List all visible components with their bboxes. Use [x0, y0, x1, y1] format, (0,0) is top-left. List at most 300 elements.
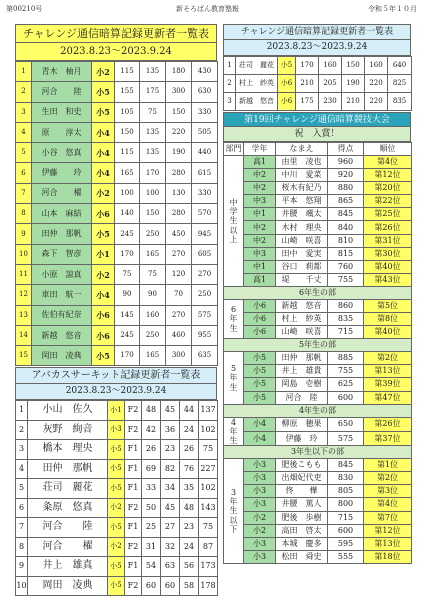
abacus-a: 50	[142, 498, 161, 518]
contest-grade: 中3	[244, 247, 276, 260]
renewal-no: 3	[224, 93, 236, 111]
abacus-b: 32	[161, 537, 180, 557]
challenge-s2: 165	[140, 244, 166, 264]
challenge-grade: 小4	[92, 163, 115, 183]
challenge-s1: 245	[115, 224, 140, 244]
abacus-grade: 小2	[108, 498, 125, 518]
renewal-a: 170	[296, 57, 319, 75]
challenge-s3: 70	[166, 285, 192, 305]
contest-name: 堤 千丈	[276, 273, 328, 286]
abacus-no: 1	[16, 401, 28, 421]
challenge-period: 2023.8.23～2023.9.24	[15, 43, 217, 61]
contest-grade: 小5	[244, 378, 276, 391]
challenge-row	[16, 82, 218, 102]
dept-label: 6年生	[224, 299, 244, 338]
contest-rank: 第20位	[364, 182, 412, 195]
contest-row	[224, 417, 412, 431]
contest-score: 755	[328, 365, 364, 378]
contest-rank: 第1位	[364, 459, 412, 472]
contest-row	[224, 511, 412, 524]
contest-score: 800	[328, 498, 364, 511]
challenge-grade: 小6	[92, 204, 115, 224]
abacus-d: 102	[199, 479, 218, 499]
challenge-s2: 175	[140, 82, 166, 102]
abacus-c: 56	[180, 557, 199, 577]
abacus-b: 23	[161, 440, 180, 460]
abacus-name: 小山 佐久	[28, 401, 108, 421]
contest-row	[224, 273, 412, 286]
challenge-s2: 75	[140, 102, 166, 122]
contest-rank: 第3位	[364, 485, 412, 498]
challenge-s1: 245	[115, 325, 140, 345]
abacus-d: 87	[199, 537, 218, 557]
challenge-title: チャレンジ通信暗算記録更新者一覧表	[15, 24, 217, 43]
challenge-grade: 小2	[92, 264, 115, 284]
challenge-row	[16, 325, 218, 345]
contest-rank: 第13位	[364, 537, 412, 550]
challenge-table	[15, 61, 218, 366]
challenge-no: 12	[16, 285, 32, 305]
challenge-grade: 小5	[92, 346, 115, 366]
dept-label: 5年生	[224, 352, 244, 404]
contest-score: 830	[328, 472, 364, 485]
challenge-s4: 430	[192, 62, 218, 82]
contest-rank: 第37位	[364, 431, 412, 445]
abacus-c: 44	[180, 401, 199, 421]
challenge-s1: 100	[115, 183, 140, 203]
contest-rank: 第25位	[364, 208, 412, 221]
challenge-row	[16, 244, 218, 264]
contest-name: 佟 樺	[276, 485, 328, 498]
abacus-lv: F1	[125, 518, 142, 538]
contest-grade: 小5	[244, 352, 276, 365]
renewal-grade: 小6	[278, 93, 296, 111]
group-header: 3年生以下の部	[224, 446, 412, 459]
challenge-name: 新越 悠音	[32, 325, 92, 345]
challenge-grade: 小4	[92, 122, 115, 142]
challenge-s3: 150	[166, 102, 192, 122]
challenge-row	[16, 102, 218, 122]
abacus-row	[16, 557, 218, 577]
contest-rank: 第7位	[364, 511, 412, 524]
contest-name: 本城 慶多	[276, 537, 328, 550]
contest-row	[224, 182, 412, 195]
contest-score: 625	[328, 378, 364, 391]
contest-name: 山崎 咲喜	[276, 234, 328, 247]
abacus-no: 6	[16, 498, 28, 518]
abacus-row	[16, 459, 218, 479]
abacus-a: 33	[142, 479, 161, 499]
challenge-s2: 135	[140, 122, 166, 142]
challenge-row	[16, 264, 218, 284]
contest-rank: 第26位	[364, 221, 412, 234]
challenge-s3: 300	[166, 346, 192, 366]
abacus-grade: 小5	[108, 518, 125, 538]
challenge-s2: 150	[140, 204, 166, 224]
renewal-grade: 小5	[278, 57, 296, 75]
abacus-b: 34	[161, 479, 180, 499]
abacus-no: 8	[16, 537, 28, 557]
abacus-lv: F1	[125, 459, 142, 479]
challenge-name: 小谷 悠真	[32, 143, 92, 163]
renewal-a: 175	[296, 93, 319, 111]
challenge-no: 4	[16, 122, 32, 142]
renewal-no: 1	[224, 57, 236, 75]
contest-name: 平本 悠翔	[276, 195, 328, 208]
challenge-s3: 280	[166, 163, 192, 183]
contest-score: 845	[328, 459, 364, 472]
contest-rank: 第12位	[364, 524, 412, 537]
contest-row	[224, 498, 412, 511]
challenge-s4: 570	[192, 204, 218, 224]
contest-grade: 小4	[244, 431, 276, 445]
abacus-no: 10	[16, 576, 28, 596]
challenge-row	[16, 163, 218, 183]
dept-label: 中学生以上	[224, 156, 244, 287]
abacus-title: アバカスサーキット記録更新者一覧表	[15, 367, 217, 384]
challenge-s2: 75	[140, 264, 166, 284]
renewal-e: 640	[388, 57, 412, 75]
contest-name: 井腰 颯太	[276, 208, 328, 221]
contest-score: 815	[328, 247, 364, 260]
challenge-name: 佐伯有紀奈	[32, 305, 92, 325]
challenge-s4: 505	[192, 122, 218, 142]
contest-grade: 高1	[244, 156, 276, 169]
renewal-e: 835	[388, 93, 412, 111]
contest-rank: 第26位	[364, 417, 412, 431]
contest-row	[224, 472, 412, 485]
abacus-no: 7	[16, 518, 28, 538]
challenge-s2: 135	[140, 62, 166, 82]
renewal-b: 160	[319, 57, 342, 75]
challenge-no: 2	[16, 82, 32, 102]
contest-name: 谷口 莉都	[276, 260, 328, 273]
renewal-name: 荘司 麗花	[236, 57, 278, 75]
abacus-d: 143	[199, 498, 218, 518]
contest-name: 井腰 篤人	[276, 498, 328, 511]
abacus-row	[16, 576, 218, 596]
abacus-a: 25	[142, 518, 161, 538]
challenge-name: 原 淳太	[32, 122, 92, 142]
abacus-row	[16, 498, 218, 518]
challenge-row	[16, 204, 218, 224]
dept-label: 4年生	[224, 417, 244, 446]
challenge-s3: 180	[166, 62, 192, 82]
challenge-grade: 小1	[92, 244, 115, 264]
abacus-period: 2023.8.23～2023.9.24	[15, 384, 217, 400]
abacus-a: 48	[142, 401, 161, 421]
contest-row	[224, 195, 412, 208]
contest-col-grade: 学年	[244, 143, 276, 156]
renewal-row	[224, 57, 412, 75]
renewal-grade: 小6	[278, 75, 296, 93]
challenge-name: 山本 麻結	[32, 204, 92, 224]
contest-score: 920	[328, 169, 364, 182]
contest-rank: 第4位	[364, 156, 412, 169]
abacus-grade: 小1	[108, 401, 125, 421]
abacus-name: 井上 雄真	[28, 557, 108, 577]
contest-rank: 第12位	[364, 169, 412, 182]
abacus-lv: F1	[125, 557, 142, 577]
contest-grade: 小2	[244, 511, 276, 524]
contest-score: 845	[328, 208, 364, 221]
abacus-c: 24	[180, 537, 199, 557]
contest-name: 岡島 壱樹	[276, 378, 328, 391]
challenge-s1: 105	[115, 102, 140, 122]
challenge-grade: 小6	[92, 305, 115, 325]
contest-grade: 小6	[244, 313, 276, 326]
contest-col-name: なまえ	[276, 143, 328, 156]
renewal-c: 150	[342, 57, 365, 75]
contest-score: 715	[328, 326, 364, 339]
contest-score: 650	[328, 417, 364, 431]
abacus-lv: F2	[125, 576, 142, 596]
challenge-s4: 440	[192, 143, 218, 163]
contest-name: 高田 啓太	[276, 524, 328, 537]
abacus-name: 田仲 那帆	[28, 459, 108, 479]
challenge-s4: 330	[192, 102, 218, 122]
renewal-table	[223, 56, 412, 111]
contest-grade: 小3	[244, 537, 276, 550]
challenge-row	[16, 305, 218, 325]
abacus-table	[15, 400, 218, 596]
challenge-name: 生田 和史	[32, 102, 92, 122]
contest-score: 600	[328, 391, 364, 404]
abacus-grade: 小5	[108, 557, 125, 577]
newsletter-name: 新そろばん教育塾報	[176, 5, 239, 13]
contest-rank: 第8位	[364, 313, 412, 326]
abacus-row	[16, 537, 218, 557]
renewal-period: 2023.8.23～2023.9.24	[223, 40, 411, 56]
challenge-s3: 460	[166, 325, 192, 345]
abacus-row	[16, 479, 218, 499]
challenge-s1: 75	[115, 264, 140, 284]
abacus-a: 60	[142, 576, 161, 596]
challenge-row	[16, 346, 218, 366]
challenge-name: 河合 櫂	[32, 183, 92, 203]
contest-row	[224, 431, 412, 445]
contest-row	[224, 550, 412, 563]
contest-rank: 第43位	[364, 273, 412, 286]
challenge-s2: 160	[140, 305, 166, 325]
contest-row	[224, 365, 412, 378]
contest-name: 桜木有紀乃	[276, 182, 328, 195]
abacus-no: 9	[16, 557, 28, 577]
challenge-no: 8	[16, 204, 32, 224]
abacus-grade: 小5	[108, 479, 125, 499]
abacus-c: 24	[180, 420, 199, 440]
abacus-a: 69	[142, 459, 161, 479]
challenge-no: 6	[16, 163, 32, 183]
abacus-name: 灰野 絢音	[28, 420, 108, 440]
abacus-lv: F1	[125, 479, 142, 499]
contest-name: 田中 愛実	[276, 247, 328, 260]
challenge-s3: 450	[166, 224, 192, 244]
contest-name: 井上 雄貴	[276, 365, 328, 378]
challenge-row	[16, 183, 218, 203]
renewal-d: 160	[365, 57, 388, 75]
contest-score: 840	[328, 221, 364, 234]
abacus-lv: F2	[125, 420, 142, 440]
contest-rank: 第5位	[364, 299, 412, 312]
challenge-s2: 100	[140, 183, 166, 203]
abacus-c: 76	[180, 459, 199, 479]
contest-row	[224, 378, 412, 391]
challenge-row	[16, 62, 218, 82]
abacus-name: 岡田 凌典	[28, 576, 108, 596]
contest-row	[224, 260, 412, 273]
renewal-c2: 220	[365, 93, 388, 111]
challenge-s1: 145	[115, 305, 140, 325]
abacus-c: 35	[180, 479, 199, 499]
contest-row	[224, 537, 412, 550]
abacus-row	[16, 420, 218, 440]
contest-grade: 小6	[244, 299, 276, 312]
congrats-banner: 祝 入賞！	[223, 127, 411, 142]
challenge-s1: 115	[115, 62, 140, 82]
challenge-s4: 635	[192, 346, 218, 366]
renewal-title: チャレンジ通信暗算記録更新者一覧表	[223, 24, 411, 40]
contest-rank: 第47位	[364, 391, 412, 404]
renewal-a: 210	[296, 75, 319, 93]
contest-name: 新越 悠音	[276, 299, 328, 312]
abacus-lv: F1	[125, 440, 142, 460]
abacus-a: 26	[142, 440, 161, 460]
challenge-s4: 630	[192, 82, 218, 102]
abacus-d: 75	[199, 518, 218, 538]
challenge-grade: 小2	[92, 62, 115, 82]
challenge-s4: 615	[192, 163, 218, 183]
contest-name: 肥後こもも	[276, 459, 328, 472]
abacus-row	[16, 518, 218, 538]
challenge-s2: 250	[140, 325, 166, 345]
contest-score: 755	[328, 273, 364, 286]
challenge-s4: 330	[192, 183, 218, 203]
challenge-s4: 955	[192, 325, 218, 345]
abacus-grade: 小5	[108, 459, 125, 479]
abacus-lv: F2	[125, 401, 142, 421]
challenge-name: 河合 陸	[32, 82, 92, 102]
challenge-no: 10	[16, 244, 32, 264]
challenge-name: 青木 柚月	[32, 62, 92, 82]
contest-score: 860	[328, 299, 364, 312]
challenge-s1: 165	[115, 163, 140, 183]
contest-score: 575	[328, 431, 364, 445]
contest-row	[224, 391, 412, 404]
abacus-d: 227	[199, 459, 218, 479]
challenge-no: 14	[16, 325, 32, 345]
contest-grade: 小3	[244, 550, 276, 563]
group-header: 6年生の部	[224, 286, 412, 299]
contest-grade: 中2	[244, 221, 276, 234]
dept-label: 3年生以下	[224, 459, 244, 564]
contest-rank: 第30位	[364, 247, 412, 260]
challenge-grade: 小4	[92, 143, 115, 163]
contest-row	[224, 459, 412, 472]
challenge-name: 岡田 凌典	[32, 346, 92, 366]
contest-score: 805	[328, 485, 364, 498]
renewal-row	[224, 75, 412, 93]
contest-name: 河合 陸	[276, 391, 328, 404]
contest-rank: 第18位	[364, 550, 412, 563]
contest-grade: 中1	[244, 208, 276, 221]
contest-grade: 中1	[244, 260, 276, 273]
abacus-b: 45	[161, 498, 180, 518]
challenge-s3: 190	[166, 143, 192, 163]
abacus-b: 60	[161, 576, 180, 596]
contest-col-dept: 部門	[224, 143, 244, 156]
abacus-a: 31	[142, 537, 161, 557]
contest-name: 中川 愛菜	[276, 169, 328, 182]
contest-score: 810	[328, 234, 364, 247]
challenge-s3: 220	[166, 122, 192, 142]
challenge-s3: 130	[166, 183, 192, 203]
abacus-a: 54	[142, 557, 161, 577]
abacus-grade: 小2	[108, 537, 125, 557]
contest-score: 885	[328, 352, 364, 365]
contest-header-row	[224, 143, 412, 156]
contest-grade: 小3	[244, 459, 276, 472]
abacus-b: 63	[161, 557, 180, 577]
abacus-b: 36	[161, 420, 180, 440]
contest-name: 由里 凌也	[276, 156, 328, 169]
abacus-d: 178	[199, 576, 218, 596]
challenge-s1: 170	[115, 346, 140, 366]
contest-row	[224, 208, 412, 221]
abacus-grade: 小5	[108, 440, 125, 460]
renewal-row	[224, 93, 412, 111]
challenge-s4: 250	[192, 285, 218, 305]
contest-name: 伊藤 玲	[276, 431, 328, 445]
contest-grade: 小3	[244, 498, 276, 511]
abacus-grade: 小3	[108, 420, 125, 440]
challenge-s3: 300	[166, 82, 192, 102]
challenge-grade: 小5	[92, 224, 115, 244]
contest-name: 田仲 那帆	[276, 352, 328, 365]
abacus-name: 橋本 理央	[28, 440, 108, 460]
renewal-b: 230	[319, 93, 342, 111]
abacus-c: 48	[180, 498, 199, 518]
contest-group-header	[224, 339, 412, 352]
challenge-s3: 120	[166, 264, 192, 284]
contest-grade: 小6	[244, 326, 276, 339]
contest-grade: 小4	[244, 417, 276, 431]
contest-row	[224, 221, 412, 234]
renewal-c: 210	[342, 93, 365, 111]
contest-score: 595	[328, 537, 364, 550]
challenge-no: 3	[16, 102, 32, 122]
abacus-b: 45	[161, 401, 180, 421]
challenge-s3: 280	[166, 204, 192, 224]
contest-group-header	[224, 286, 412, 299]
abacus-lv: F2	[125, 498, 142, 518]
abacus-row	[16, 401, 218, 421]
challenge-no: 9	[16, 224, 32, 244]
challenge-s3: 270	[166, 305, 192, 325]
challenge-grade: 小5	[92, 102, 115, 122]
challenge-row	[16, 143, 218, 163]
abacus-d: 137	[199, 401, 218, 421]
contest-rank: 第13位	[364, 365, 412, 378]
challenge-grade: 小4	[92, 285, 115, 305]
contest-name: 松田 舜史	[276, 550, 328, 563]
contest-rank: 第22位	[364, 195, 412, 208]
renewal-no: 2	[224, 75, 236, 93]
abacus-grade: 小5	[108, 576, 125, 596]
challenge-name: 車田 航一	[32, 285, 92, 305]
contest-grade: 中3	[244, 195, 276, 208]
contest-row	[224, 326, 412, 339]
